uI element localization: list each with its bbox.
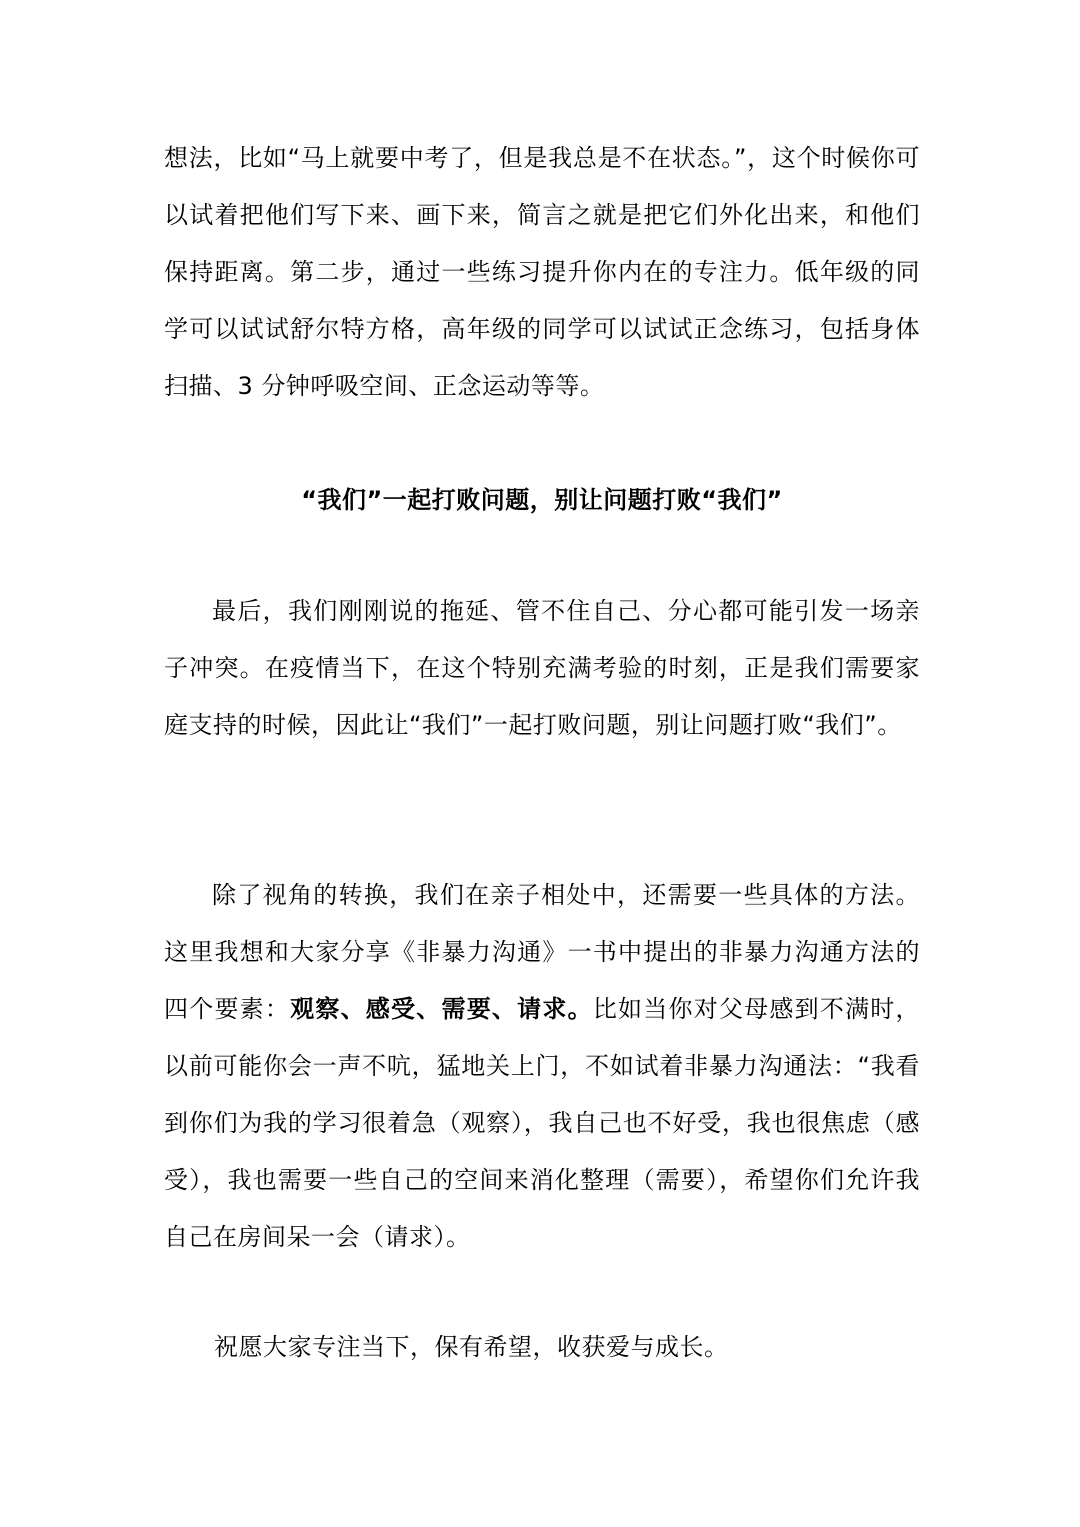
paragraph-mindfulness-steps: 想法，比如“马上就要中考了，但是我总是不在状态。”，这个时候你可以试着把他们写下来、画下来，简言之就是把它们外化出来，和他们保持距离。第二步，通过一些练习提升你内在的专注力。低年级的同学可以试试舒尔特方格，高年级的同学可以试试正念练习，包括身体扫描、3 分钟呼吸空间、正念运动等等。 [164, 144, 920, 400]
paragraph-family-conflict: 最后，我们刚刚说的拖延、管不住自己、分心都可能引发一场亲子冲突。在疫情当下，在这个特别充满考验的时刻，正是我们需要家庭支持的时候，因此让“我们”一起打败问题，别让问题打败“我们”。 [164, 597, 920, 739]
section-heading: “我们”一起打败问题，别让问题打败“我们” [301, 486, 783, 514]
paragraph-nonviolent-communication [164, 867, 920, 1266]
paragraph-closing-wish: 祝愿大家专注当下，保有希望，收获爱与成长。 [214, 1333, 729, 1361]
nvc-intro-text: 除了视角的转换，我们在亲子相处中，还需要一些具体的方法。这里我想和大家分享《非暴力沟通》一书中提出的非暴力沟通方法的四个要素： [164, 881, 920, 1023]
nvc-four-elements: 观察、感受、需要、请求。 [290, 995, 593, 1023]
nvc-example-text: 比如当你对父母感到不满时，以前可能你会一声不吭，猛地关上门，不如试着非暴力沟通法：“我看到你们为我的学习很着急（观察），我自己也不好受，我也很焦虑（感受），我也需要一些自己的空间来消化整理（需要），希望你们允许我自己在房间呆一会（请求）。 [164, 995, 921, 1251]
